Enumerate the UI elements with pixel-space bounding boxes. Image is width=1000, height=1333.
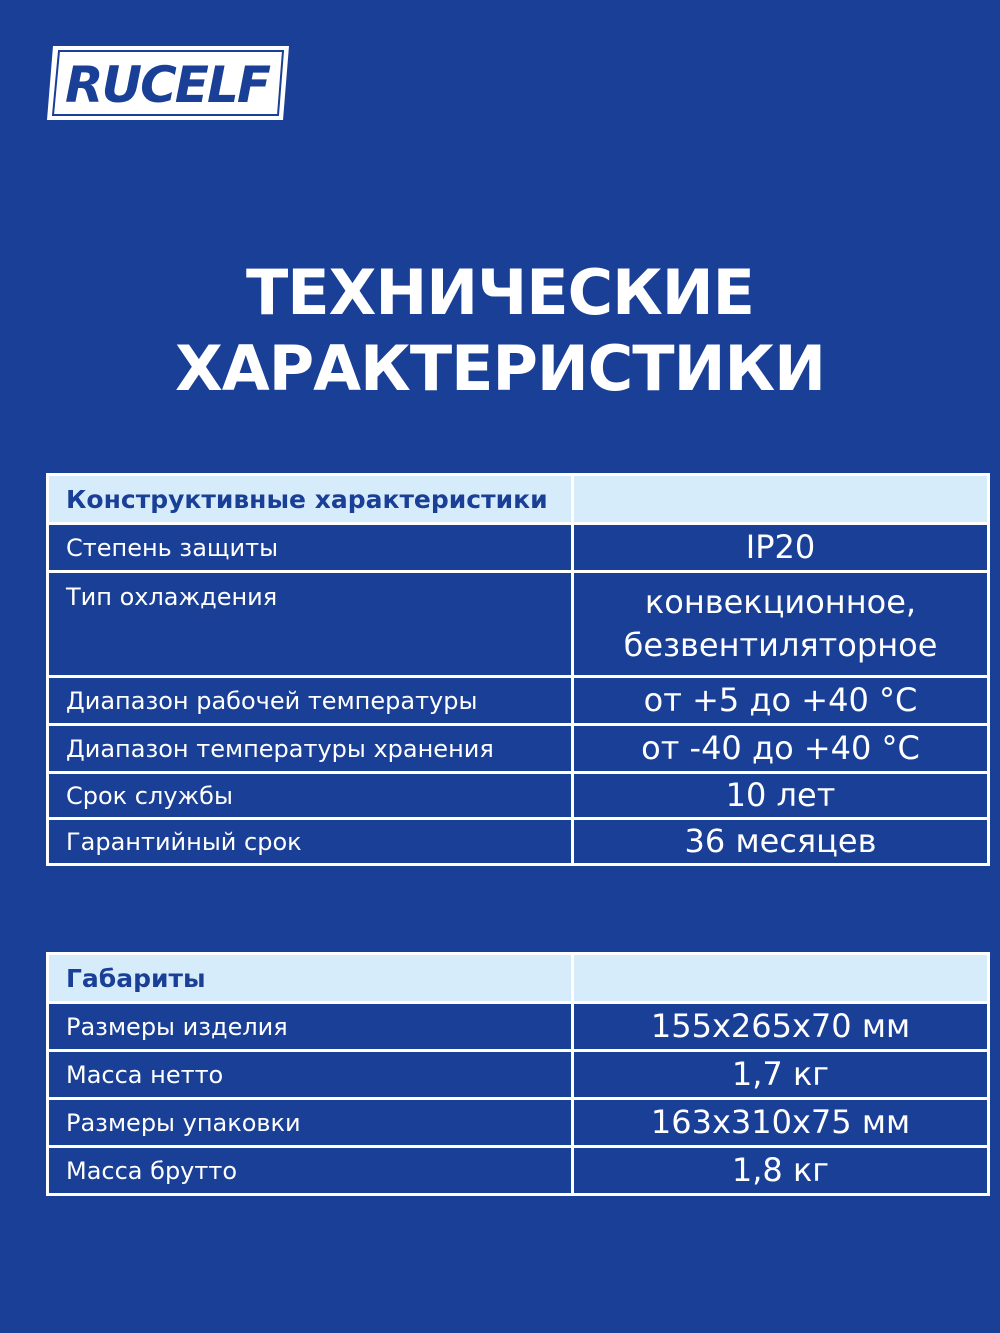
table-header-empty xyxy=(573,954,989,1003)
row-value: IP20 xyxy=(573,524,989,572)
svg-text:RUCELF: RUCELF xyxy=(65,56,269,114)
row-label: Размеры упаковки xyxy=(48,1099,573,1147)
page-title xyxy=(0,255,1000,407)
row-label: Масса брутто xyxy=(48,1147,573,1195)
row-value: 163х310х75 мм xyxy=(573,1099,989,1147)
table-row xyxy=(48,725,989,773)
dimensions-table xyxy=(46,952,990,1196)
row-value-multiline xyxy=(573,572,989,677)
row-value-line-1: конвекционное, xyxy=(644,583,917,621)
table-row xyxy=(48,1147,989,1195)
table-row xyxy=(48,572,989,677)
row-label: Масса нетто xyxy=(48,1051,573,1099)
row-value: 10 лет xyxy=(573,773,989,819)
row-label: Размеры изделия xyxy=(48,1003,573,1051)
table-row xyxy=(48,1003,989,1051)
table-header-label: Габариты xyxy=(48,954,573,1003)
table-row xyxy=(48,677,989,725)
row-value: 36 месяцев xyxy=(573,819,989,865)
row-label: Диапазон температуры хранения xyxy=(48,725,573,773)
table-header-row xyxy=(48,954,989,1003)
row-value: 1,7 кг xyxy=(573,1051,989,1099)
row-label: Тип охлаждения xyxy=(48,572,573,677)
row-label: Диапазон рабочей температуры xyxy=(48,677,573,725)
row-value: от +5 до +40 °С xyxy=(573,677,989,725)
row-label: Срок службы xyxy=(48,773,573,819)
rucelf-logo xyxy=(47,44,289,122)
table-row xyxy=(48,773,989,819)
row-value-line-2: безвентиляторное xyxy=(623,626,938,664)
row-label: Гарантийный срок xyxy=(48,819,573,865)
table-row xyxy=(48,1099,989,1147)
table-row xyxy=(48,524,989,572)
table-row xyxy=(48,819,989,865)
title-line-1: ТЕХНИЧЕСКИЕ xyxy=(245,256,755,329)
design-characteristics-table xyxy=(46,473,990,866)
row-label: Степень защиты xyxy=(48,524,573,572)
title-line-2: ХАРАКТЕРИСТИКИ xyxy=(174,332,826,405)
row-value: от -40 до +40 °С xyxy=(573,725,989,773)
table-row xyxy=(48,1051,989,1099)
table-header-empty xyxy=(573,475,989,524)
table-header-label: Конструктивные характеристики xyxy=(48,475,573,524)
table-header-row xyxy=(48,475,989,524)
row-value: 1,8 кг xyxy=(573,1147,989,1195)
row-value: 155х265х70 мм xyxy=(573,1003,989,1051)
